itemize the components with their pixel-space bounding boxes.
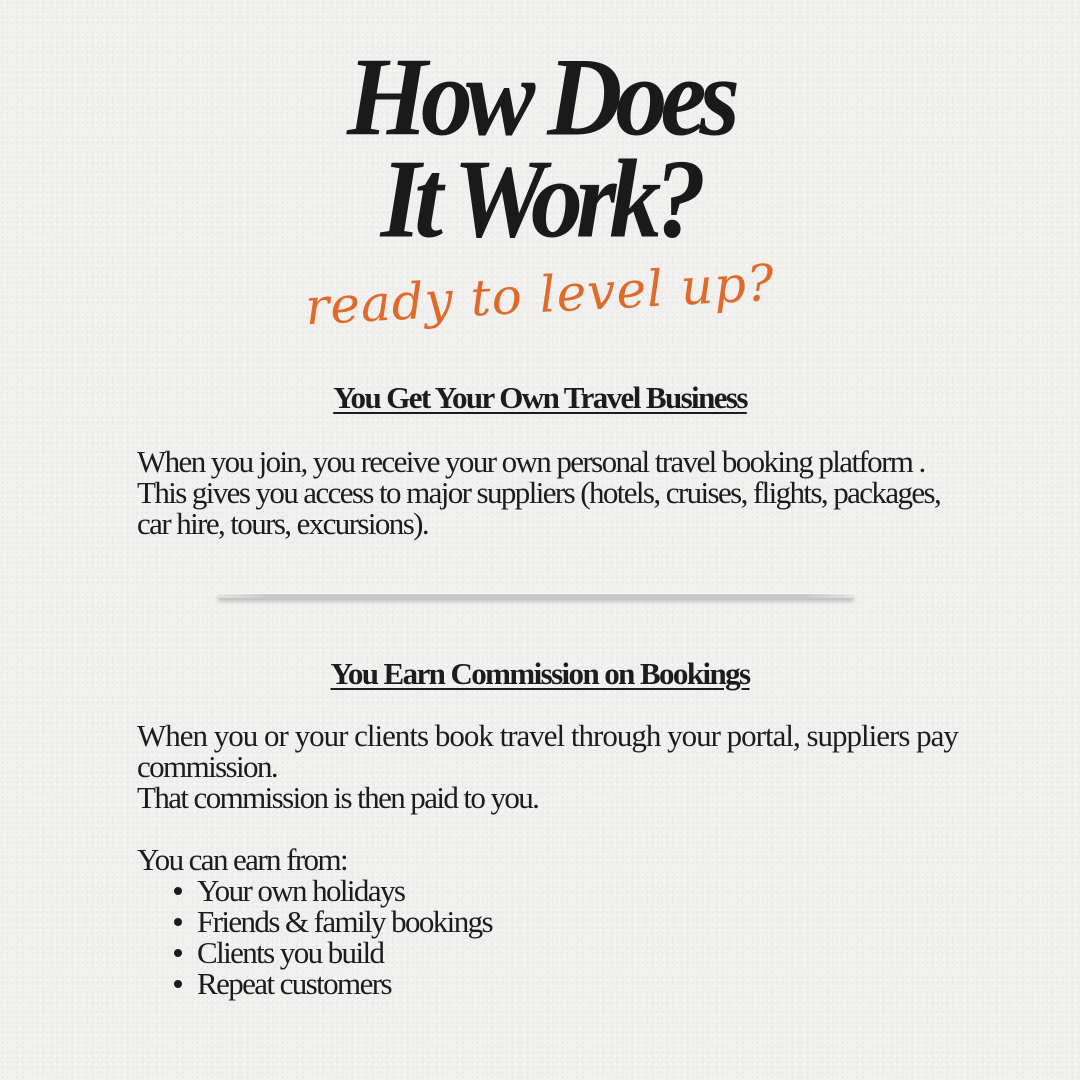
page-title-line-1: How Does <box>347 35 733 160</box>
earn-intro <box>137 844 945 875</box>
list-item <box>168 875 492 906</box>
own-business-paragraph <box>137 446 945 539</box>
earn-intro-text: You can earn from: <box>137 842 347 877</box>
earn-list <box>168 875 492 999</box>
bullet-icon <box>174 949 182 957</box>
section-heading-commission: You Earn Commission on Bookings <box>330 656 750 691</box>
bullet-icon <box>174 918 182 926</box>
tagline: ready to level up? <box>303 253 777 337</box>
paragraph-line: When you or your clients book travel through your portal, suppliers pay <box>137 718 958 753</box>
section-divider <box>218 594 854 598</box>
list-item <box>168 937 492 968</box>
list-item <box>168 906 492 937</box>
page-title-line-2: It Work? <box>380 137 700 262</box>
paragraph-line: commission. <box>137 749 277 784</box>
bullet-icon <box>174 980 182 988</box>
paragraph-line: When you join, you receive your own personal travel booking platform . <box>137 444 925 479</box>
paragraph-line: car hire, tours, excursions). <box>137 506 429 541</box>
list-item-label: Repeat customers <box>197 966 391 1001</box>
paragraph-line: That commission is then paid to you. <box>137 780 539 815</box>
list-item-label: Friends & family bookings <box>197 904 492 939</box>
list-item-label: Your own holidays <box>197 873 405 908</box>
list-item <box>168 968 492 999</box>
commission-paid-line <box>137 782 945 813</box>
paragraph-line: This gives you access to major suppliers (hotels, cruises, flights, packages, <box>137 475 941 510</box>
list-item-label: Clients you build <box>197 935 384 970</box>
bullet-icon <box>174 887 182 895</box>
commission-paragraph <box>137 718 958 784</box>
section-heading-own-business: You Get Your Own Travel Business <box>333 380 747 415</box>
